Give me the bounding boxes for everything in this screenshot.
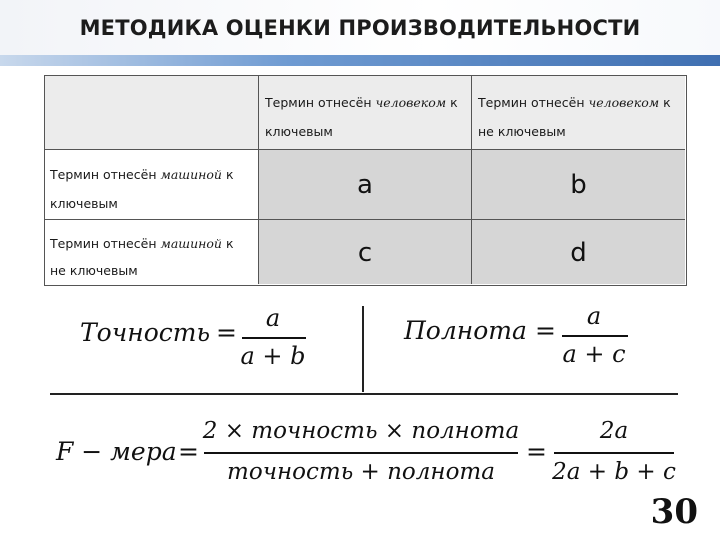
- recall-numerator: a: [586, 302, 602, 330]
- fmeasure-equals-2: =: [526, 437, 547, 466]
- fmeasure-equals: =: [178, 437, 199, 466]
- precision-label: Точность: [80, 318, 211, 347]
- fmeasure-label: F − мера: [56, 437, 177, 466]
- row-header-machine-nonkey: Термин отнесён машиной к не ключевым: [45, 220, 259, 284]
- precision-denominator: a + b: [240, 342, 306, 370]
- slide-title: МЕТОДИКА ОЦЕНКИ ПРОИЗВОДИТЕЛЬНОСТИ: [79, 16, 641, 40]
- row-header-machine-key: Термин отнесён машиной к ключевым: [45, 150, 259, 220]
- precision-numerator: a: [265, 304, 281, 332]
- col-header-human-nonkey: Термин отнесён человеком к не ключевым: [472, 76, 685, 150]
- recall-fraction-line: [562, 335, 628, 337]
- recall-label: Полнота: [404, 316, 527, 345]
- recall-denominator: a + c: [562, 340, 626, 368]
- table-corner-cell: [45, 76, 259, 150]
- cell-b: b: [472, 150, 685, 220]
- fmeasure-denominator-2: 2a + b + c: [552, 459, 676, 485]
- fmeasure-denominator: точность + полнота: [227, 459, 495, 485]
- fmeasure-fraction-line: [204, 452, 518, 454]
- fmeasure-fraction-line-2: [554, 452, 674, 454]
- recall-equals: =: [535, 316, 556, 345]
- page-number: 30: [650, 492, 698, 532]
- formula-vertical-divider: [362, 306, 364, 392]
- header-accent-bar: [0, 55, 720, 66]
- cell-a: a: [259, 150, 472, 220]
- slide-header: [0, 0, 720, 66]
- confusion-table: [44, 75, 687, 286]
- col-header-human-key: Термин отнесён человеком к ключевым: [259, 76, 472, 150]
- fmeasure-numerator: 2 × точность × полнота: [202, 418, 520, 444]
- cell-c: c: [259, 220, 472, 284]
- precision-fraction-line: [242, 337, 306, 339]
- precision-equals: =: [216, 318, 237, 347]
- cell-d: d: [472, 220, 685, 284]
- formula-horizontal-divider: [50, 393, 678, 395]
- fmeasure-numerator-2: 2a: [599, 418, 629, 444]
